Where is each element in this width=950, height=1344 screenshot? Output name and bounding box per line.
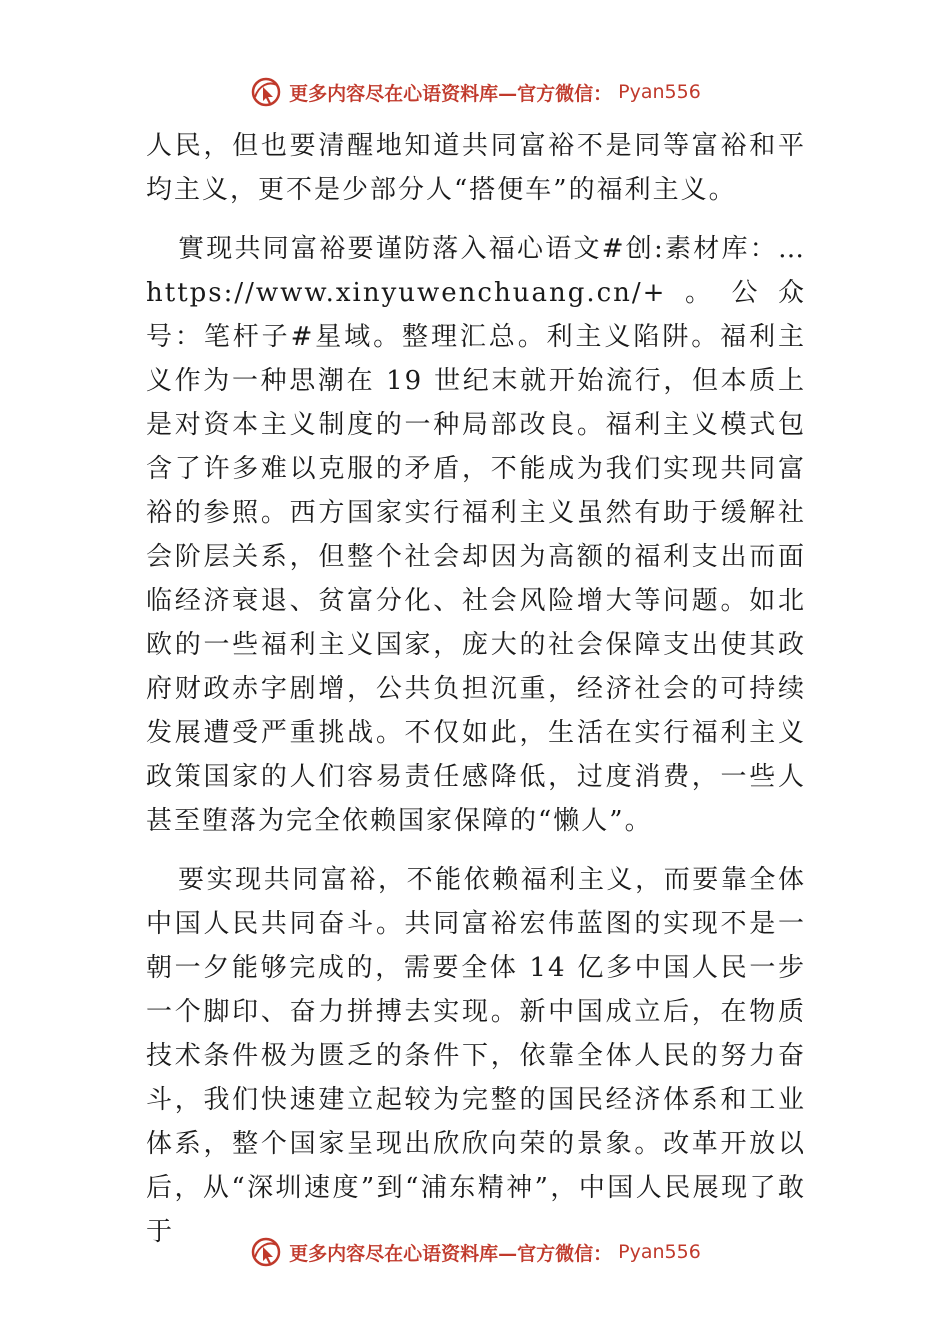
paragraph-1: 人民，但也要清醒地知道共同富裕不是同等富裕和平均主义，更不是少部分人“搭便车”的福利主义。 (146, 131, 806, 205)
watermark-contact: Pyan556 (618, 81, 701, 103)
watermark-contact: Pyan556 (618, 1241, 701, 1263)
footer-watermark (0, 1232, 950, 1272)
document-body (146, 124, 806, 1269)
watermark-text: 更多内容尽在心语资料库—官方微信： (289, 1242, 613, 1265)
cursor-hand-logo-icon (249, 75, 283, 109)
paragraph-3: 要实现共同富裕，不能依赖福利主义，而要靠全体中国人民共同奋斗。共同富裕宏伟蓝图的实现不是一朝一夕能够完成的，需要全体 14 亿多中国人民一步一个脚印、奋力拼搏去实现。新中国成立后，在物质技术条件极为匮乏的条件下，依靠全体人民的努力奋斗，我们快速建立起较为完整的国民经济体系和工业体系，整个国家呈现出欣欣向荣的景象。改革开放以后，从“深圳速度”到“浦东精神”，中国人民展现了敢于 (146, 865, 806, 1247)
header-watermark (0, 72, 950, 112)
paragraph-2: 實现共同富裕要谨防落入福心语文#创:素材库：…https://www.xinyuwenchuang.cn/+。公众号：笔杆子#星域。整理汇总。利主义陷阱。福利主义作为一种思潮在 19 世纪末就开始流行，但本质上是对资本主义制度的一种局部改良。福利主义模式包含了许多难以克服的矛盾，不能成为我们实现共同富裕的参照。西方国家实行福利主义虽然有助于缓解社会阶层关系，但整个社会却因为高额的福利支出而面临经济衰退、贫富分化、社会风险增大等问题。如北欧的一些福利主义国家，庞大的社会保障支出使其政府财政赤字剧增，公共负担沉重，经济社会的可持续发展遭受严重挑战。不仅如此，生活在实行福利主义政策国家的人们容易责任感降低，过度消费，一些人甚至堕落为完全依赖国家保障的“懒人”。 (146, 234, 806, 836)
cursor-hand-logo-icon (249, 1235, 283, 1269)
watermark-text: 更多内容尽在心语资料库—官方微信： (289, 82, 613, 105)
